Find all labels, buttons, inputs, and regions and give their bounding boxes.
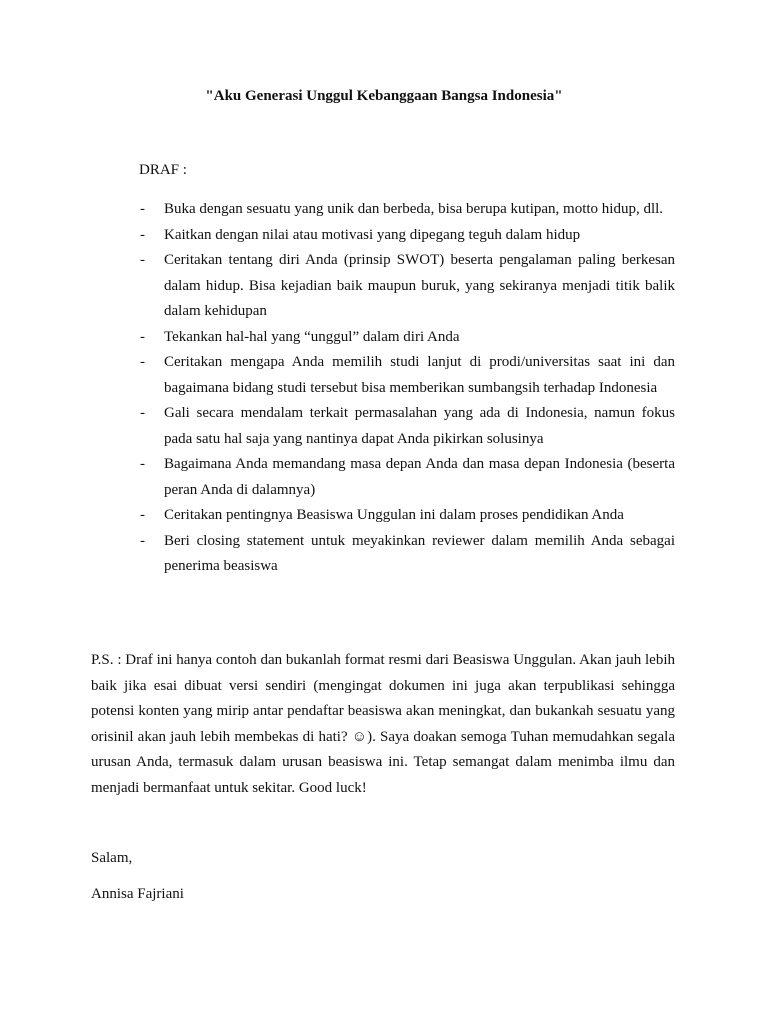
ps-paragraph: P.S. : Draf ini hanya contoh dan bukanlah format resmi dari Beasiswa Unggulan. Akan jauh lebih baik jika esai dibuat versi sendiri (mengingat dokumen ini juga akan terpublikasi sehingga potensi konten yang mirip antar pendaftar beasiswa akan meningkat, dan bukankah sesuatu yang orisinil akan jauh lebih membekas di hati? ☺). Saya doakan semoga Tuhan memudahkan segala urusan Anda, termasuk dalam urusan beasiswa ini. Tetap semangat dalam menimba ilmu dan menjadi bermanfaat untuk sekitar. Good luck! [91, 652, 675, 796]
document-title: "Aku Generasi Unggul Kebanggaan Bangsa Indonesia" [205, 88, 563, 104]
author-name: Annisa Fajriani [91, 886, 184, 902]
closing-salutation: Salam, [91, 850, 133, 866]
draft-label: DRAF : [139, 162, 187, 178]
list-item: - Ceritakan tentang diri Anda (prinsip SWOT) beserta pengalaman paling berkesan dalam hidup. Bisa kejadian baik maupun buruk, yang sekiranya menjadi titik balik dalam kehidupan [139, 248, 675, 325]
list-item: - Beri closing statement untuk meyakinkan reviewer dalam memilih Anda sebagai penerima beasiswa [139, 529, 675, 580]
list-item: - Ceritakan pentingnya Beasiswa Unggulan ini dalam proses pendidikan Anda [139, 503, 675, 529]
list-item: - Buka dengan sesuatu yang unik dan berbeda, bisa berupa kutipan, motto hidup, dll. [139, 197, 675, 223]
list-item: - Kaitkan dengan nilai atau motivasi yang dipegang teguh dalam hidup [139, 223, 675, 249]
list-item: - Gali secara mendalam terkait permasalahan yang ada di Indonesia, namun fokus pada satu hal saja yang nantinya dapat Anda pikirkan solusinya [139, 401, 675, 452]
list-item: - Tekankan hal-hal yang “unggul” dalam diri Anda [139, 325, 675, 351]
list-item: - Bagaimana Anda memandang masa depan Anda dan masa depan Indonesia (beserta peran Anda di dalamnya) [139, 452, 675, 503]
list-item: - Ceritakan mengapa Anda memilih studi lanjut di prodi/universitas saat ini dan bagaimana bidang studi tersebut bisa memberikan sumbangsih terhadap Indonesia [139, 350, 675, 401]
draft-list [139, 197, 675, 580]
